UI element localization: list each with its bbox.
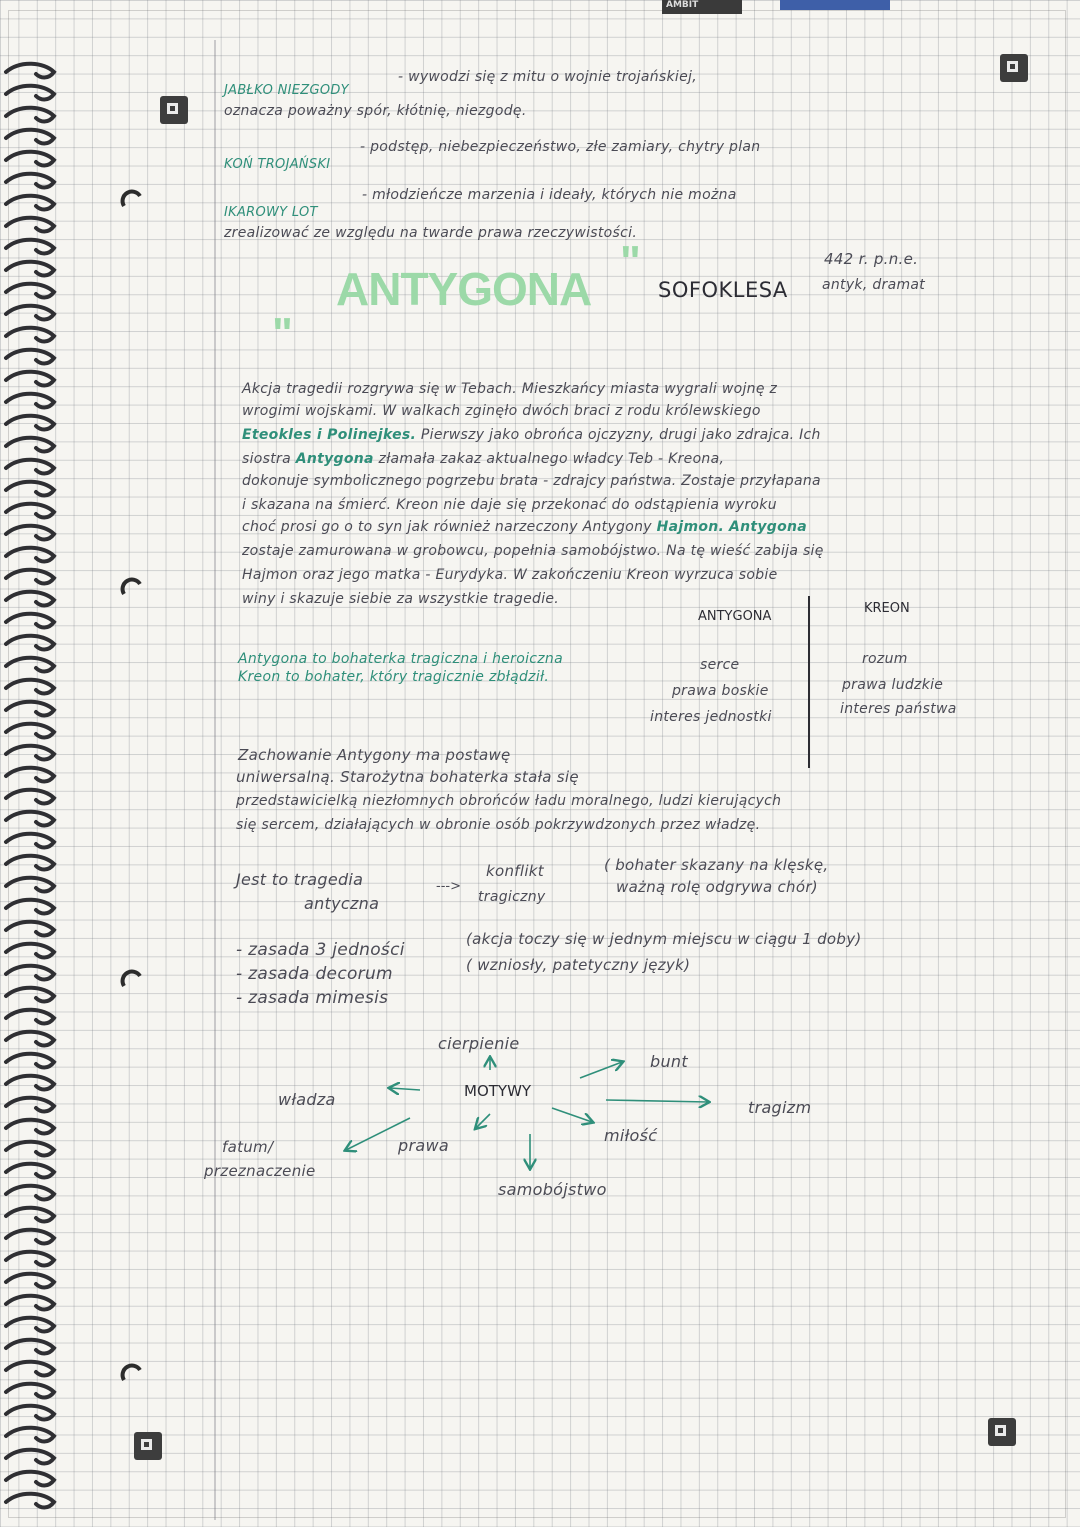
universal-text: uniwersalną. Starożytna bohaterka stała się <box>236 768 579 786</box>
comparison-left-item: interes jednostki <box>650 709 772 725</box>
summary-line: Akcja tragedii rozgrywa się w Tebach. Mieszkańcy miasta wygrali wojnę z <box>242 381 778 397</box>
work-author: SOFOKLESA <box>658 278 788 302</box>
hero-description: Antygona to bohaterka tragiczna i heroiczna <box>238 651 563 667</box>
tragedy-label: antyczna <box>304 894 380 913</box>
summary-line: winy i skazuje siebie za wszystkie tragedie. <box>242 591 560 607</box>
motif-item: bunt <box>650 1052 688 1071</box>
summary-line: dokonuje symbolicznego pogrzebu brata - zdrajcy państwa. Zostaje przyłapana <box>242 473 821 489</box>
comparison-left-header: ANTYGONA <box>698 609 772 624</box>
comparison-right-header: KREON <box>864 601 910 616</box>
work-genre: antyk, dramat <box>822 277 926 293</box>
motif-item: władza <box>278 1090 336 1109</box>
title-quote-open: " <box>272 309 292 358</box>
summary-line: wrogimi wojskami. W walkach zginęło dwóch braci z rodu królewskiego <box>242 403 761 419</box>
summary-line: choć prosi go o to syn jak również narzeczony Antygony Hajmon. Antygona <box>242 519 808 535</box>
idiom-definition: - podstęp, niebezpieczeństwo, złe zamiary, chytry plan <box>360 139 761 155</box>
work-title: ANTYGONA <box>336 263 592 315</box>
comparison-left-item: serce <box>700 657 740 673</box>
universal-text: Zachowanie Antygony ma postawę <box>238 746 511 764</box>
tragedy-label: Jest to tragedia <box>236 870 364 889</box>
motif-item: prawa <box>398 1136 449 1155</box>
idiom-definition: zrealizować ze względu na twarde prawa rzeczywistości. <box>224 225 638 241</box>
motif-item: miłość <box>604 1126 658 1145</box>
motif-item: cierpienie <box>438 1034 520 1053</box>
summary-line: zostaje zamurowana w grobowcu, popełnia samobójstwo. Na tę wieść zabija się <box>242 543 824 559</box>
brand-tab-label: AMBIT <box>666 0 699 10</box>
idiom-term: IKAROWY LOT <box>224 205 318 220</box>
title-quote-close: " <box>620 237 640 286</box>
tragedy-arrow: ---> <box>436 879 461 894</box>
tragedy-note: ( bohater skazany na klęskę, <box>604 856 829 874</box>
tragedy-conflict: tragiczny <box>478 889 546 905</box>
rule-note: ( wzniosły, patetyczny język) <box>466 956 691 974</box>
tragedy-note: ważną rolę odgrywa chór) <box>616 878 818 896</box>
motif-center: MOTYWY <box>464 1082 532 1100</box>
comparison-left-item: prawa boskie <box>672 683 769 699</box>
motif-item: tragizm <box>748 1098 812 1117</box>
summary-line: i skazana na śmierć. Kreon nie daje się przekonać do odstąpienia wyroku <box>242 497 777 513</box>
idiom-definition: oznacza poważny spór, kłótnię, niezgodę. <box>224 103 527 119</box>
motif-item: samobójstwo <box>498 1180 607 1199</box>
summary-line: Eteokles i Polinejkes. Pierwszy jako obrońca ojczyzny, drugi jako zdrajca. Ich <box>242 427 821 443</box>
rule-item: - zasada mimesis <box>236 988 389 1008</box>
universal-text: się sercem, działających w obronie osób pokrzywdzonych przez władzę. <box>236 817 761 833</box>
rule-item: - zasada decorum <box>236 964 393 984</box>
comparison-right-item: rozum <box>862 651 908 667</box>
rule-item: - zasada 3 jedności <box>236 940 405 960</box>
hero-description: Kreon to bohater, który tragicznie zbłądził. <box>238 669 550 685</box>
summary-line: Hajmon oraz jego matka - Eurydyka. W zakończeniu Kreon wyrzuca sobie <box>242 567 778 583</box>
idiom-definition: - wywodzi się z mitu o wojnie trojańskiej, <box>398 69 697 85</box>
comparison-right-item: prawa ludzkie <box>842 677 944 693</box>
motif-item: fatum/ <box>222 1138 274 1156</box>
comparison-right-item: interes państwa <box>840 701 957 717</box>
universal-text: przedstawicielką niezłomnych obrońców ładu moralnego, ludzi kierujących <box>236 793 782 809</box>
motif-item: przeznaczenie <box>204 1162 316 1180</box>
idiom-term: JABŁKO NIEZGODY <box>224 83 349 98</box>
rule-note: (akcja toczy się w jednym miejscu w ciągu 1 doby) <box>466 930 862 948</box>
summary-line: siostra Antygona złamała zakaz aktualnego władcy Teb - Kreona, <box>242 451 725 467</box>
idiom-term: KOŃ TROJAŃSKI <box>224 157 331 172</box>
idiom-definition: - młodzieńcze marzenia i ideały, których nie można <box>362 187 737 203</box>
work-date: 442 r. p.n.e. <box>824 250 919 268</box>
tragedy-conflict: konflikt <box>486 862 544 880</box>
